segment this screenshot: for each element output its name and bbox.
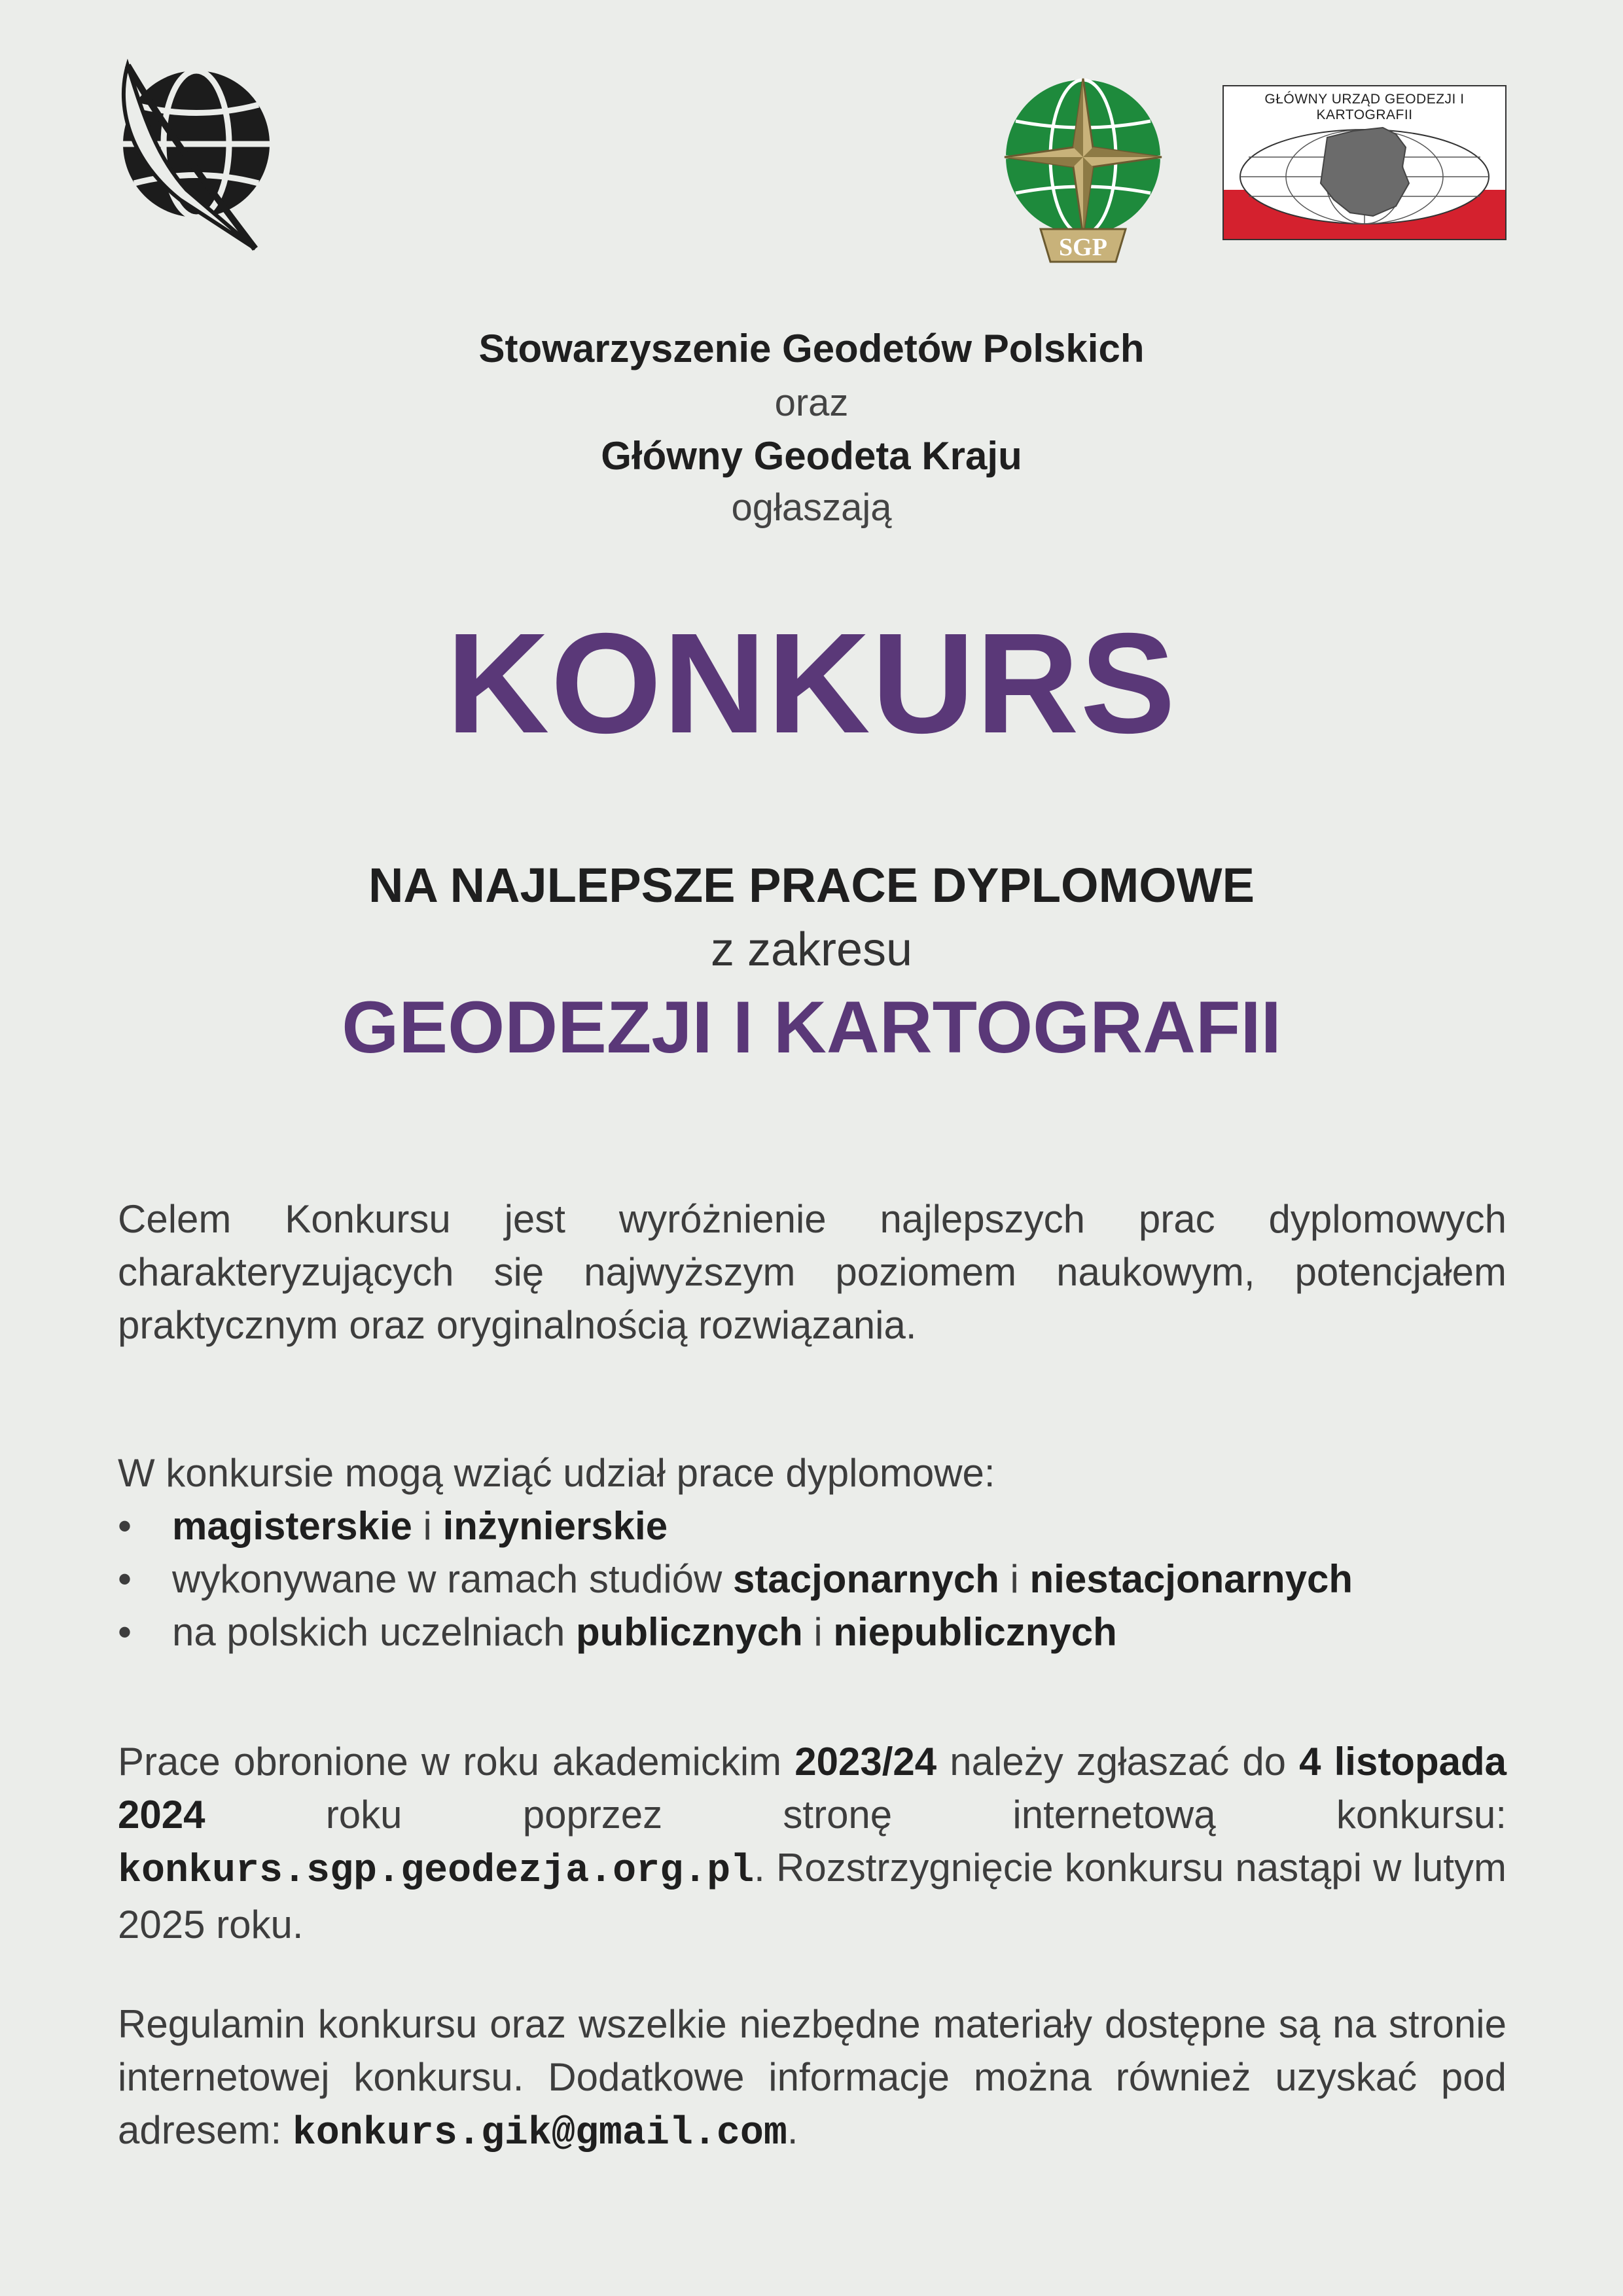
contest-url-link[interactable]: konkurs.sgp.geodezja.org.pl	[118, 1849, 755, 1893]
rules-paragraph: Regulamin konkursu oraz wszelkie niezbędne materiały dostępne są na stronie internetowej konkursu. Dodatkowe informacje można również uzyskać pod adresem: konkurs.gik@gmail.com.	[118, 2002, 1507, 2156]
deadline-paragraph: Prace obronione w roku akademickim 2023/24 należy zgłaszać do 4 listopada 2024 roku poprzez stronę internetową konkursu: konkurs.sgp.geodezja.org.pl. Rozstrzygnięcie konkursu nastąpi w lutym 2025 roku.	[118, 1740, 1507, 1946]
quill-globe-logo	[108, 59, 272, 255]
bold-term: inżynierskie	[442, 1504, 668, 1548]
list-item: • wykonywane w ramach studiów stacjonarnych i niestacjonarnych	[118, 1552, 1353, 1605]
list-item: • na polskich uczelniach publicznych i niepublicznych	[118, 1605, 1353, 1659]
subtitle-line3: GEODEZJI I KARTOGRAFII	[342, 986, 1281, 1068]
gugik-caption: GŁÓWNY URZĄD GEODEZJI I KARTOGRAFII	[1264, 92, 1465, 122]
bold-term: publicznych	[576, 1610, 803, 1654]
contact-email-link[interactable]: konkurs.gik@gmail.com	[292, 2111, 787, 2156]
organizer-sgp: Stowarzyszenie Geodetów Polskich	[478, 327, 1145, 370]
goal-paragraph: Celem Konkursu jest wyróżnienie najlepszych prac dyplomowych charakteryzujących się najwyższym poziomem naukowym, potencjałem praktycznym oraz oryginalnością rozwiązania.	[118, 1197, 1507, 1347]
announce-verb: ogłaszają	[731, 486, 892, 529]
bullet-icon: •	[118, 1504, 132, 1548]
connector-text: oraz	[774, 382, 849, 424]
deadline-date: 4 listopada 2024	[118, 1740, 1507, 1837]
eligibility-list	[118, 1499, 1353, 1659]
subtitle-line1: NA NAJLEPSZE PRACE DYPLOMOWE	[368, 858, 1255, 912]
bullet-icon: •	[118, 1557, 132, 1601]
list-item: • magisterskie i inżynierskie	[118, 1499, 1353, 1552]
page-title: KONKURS	[446, 604, 1177, 763]
bold-term: niestacjonarnych	[1029, 1557, 1353, 1601]
bold-term: niepublicznych	[833, 1610, 1117, 1654]
subtitle-line2: z zakresu	[710, 924, 913, 976]
sgp-caption: SGP	[1059, 234, 1107, 261]
organizer-ggk: Główny Geodeta Kraju	[601, 434, 1022, 478]
bold-term: magisterskie	[172, 1504, 412, 1548]
academic-year: 2023/24	[794, 1740, 937, 1784]
eligibility-intro: W konkursie mogą wziąć udział prace dyplomowe:	[118, 1451, 995, 1495]
bullet-icon: •	[118, 1610, 132, 1654]
bold-term: stacjonarnych	[733, 1557, 999, 1601]
gugik-logo	[1222, 85, 1507, 240]
sgp-logo	[1001, 72, 1165, 268]
